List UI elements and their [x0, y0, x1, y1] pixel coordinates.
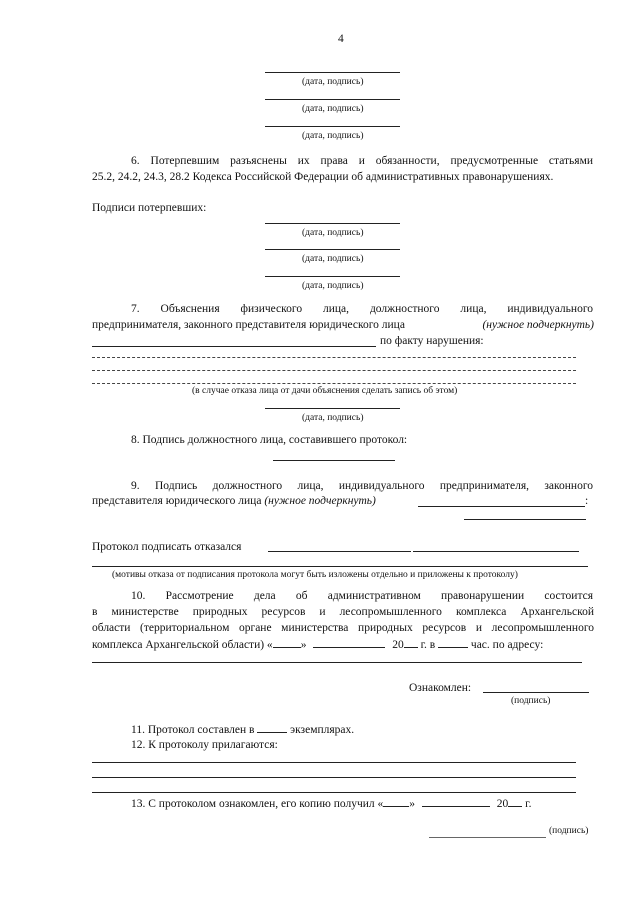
item10-line4-a: комплекса Архангельской области) «	[92, 639, 273, 651]
signature-caption: (дата, подпись)	[302, 131, 364, 141]
year-field[interactable]	[404, 637, 418, 648]
signature-line	[265, 408, 400, 409]
item12-text: 12. К протоколу прилагаются:	[131, 739, 278, 751]
attachments-line[interactable]	[92, 762, 576, 763]
signature-caption: (дата, подпись)	[302, 77, 364, 87]
item10-line4-e: час. по адресу:	[470, 639, 544, 651]
signature-caption: (дата, подпись)	[302, 413, 364, 423]
item13-text-a: 13. С протоколом ознакомлен, его копию получил «	[131, 798, 384, 810]
item13-text-b: »	[409, 798, 416, 810]
explanation-line[interactable]	[92, 357, 576, 358]
refusal-note-7: (в случае отказа лица от дачи объяснения сделать запись об этом)	[192, 386, 458, 396]
item11-text-b: экземплярах.	[290, 724, 355, 736]
refusal-field[interactable]	[413, 551, 579, 552]
final-caption: (подпись)	[549, 826, 589, 836]
item9-line2-text: представителя юридического лица	[92, 495, 262, 507]
item10-line4-b: »	[300, 639, 307, 651]
acknowledged-signature-line[interactable]	[483, 692, 589, 693]
signature-line	[265, 126, 400, 127]
receipt-year-field[interactable]	[508, 796, 522, 807]
item10-line3: области (территориальном органе министерства природных ресурсов и лесопромышленного	[92, 622, 594, 634]
item9-line1: 9. Подпись должностного лица, индивидуального предпринимателя, законного	[131, 480, 593, 492]
item11-text-a: 11. Протокол составлен в	[131, 724, 255, 736]
day-field[interactable]	[273, 637, 301, 648]
item8-text: 8. Подпись должностного лица, составившего протокол:	[131, 434, 408, 446]
explanation-field[interactable]	[358, 346, 376, 347]
receipt-month-field[interactable]	[422, 796, 490, 807]
item9-line2-italic: (нужное подчеркнуть)	[264, 495, 376, 507]
item10-line4-c: 20	[392, 639, 404, 651]
hour-field[interactable]	[438, 637, 468, 648]
victims-signatures-label: Подписи потерпевших:	[92, 202, 207, 214]
item7-line2-italic: (нужное подчеркнуть)	[482, 319, 594, 331]
explanation-line[interactable]	[92, 370, 576, 371]
page-number: 4	[338, 33, 344, 45]
attachments-line[interactable]	[92, 792, 576, 793]
item10-line2: в министерстве природных ресурсов и лесопромышленного комплекса Архангельской	[92, 606, 594, 618]
signature-caption: (дата, подпись)	[302, 281, 364, 291]
item10-line4-d: г. в	[420, 639, 436, 651]
item6-line2: 25.2, 24.2, 24.3, 28.2 Кодекса Российской Федерации об административных правонарушениях.	[92, 171, 554, 183]
refusal-field[interactable]	[268, 551, 411, 552]
item11-text	[131, 722, 354, 737]
signature-caption: (дата, подпись)	[302, 254, 364, 264]
signature-caption: (дата, подпись)	[302, 228, 364, 238]
item9-signature-line-2[interactable]	[464, 519, 586, 520]
item6-line1: 6. Потерпевшим разъяснены их права и обязанности, предусмотренные статьями	[131, 155, 593, 167]
explanation-line[interactable]	[92, 383, 576, 384]
item13-text-d: г.	[525, 798, 532, 810]
refusal-note: (мотивы отказа от подписания протокола могут быть изложены отдельно и приложены к протоколу)	[112, 570, 518, 580]
victim-signature-line	[265, 249, 400, 250]
acknowledged-label: Ознакомлен:	[409, 682, 472, 694]
signature-line	[265, 99, 400, 100]
colon: :	[585, 495, 589, 507]
acknowledged-caption: (подпись)	[511, 696, 551, 706]
item9-signature-line[interactable]	[418, 506, 585, 507]
address-line[interactable]	[92, 662, 582, 663]
signature-caption: (дата, подпись)	[302, 104, 364, 114]
attachments-line[interactable]	[92, 777, 576, 778]
refusal-reason-line[interactable]	[92, 566, 588, 567]
victim-signature-line	[265, 276, 400, 277]
official-signature-line[interactable]	[273, 460, 395, 461]
copies-field[interactable]	[257, 722, 287, 733]
item13-text	[131, 796, 531, 811]
signature-line	[265, 72, 400, 73]
receipt-day-field[interactable]	[383, 796, 409, 807]
explanation-field[interactable]	[92, 346, 372, 347]
item7-line2	[92, 318, 594, 332]
item7-line1: 7. Объяснения физического лица, должностного лица, индивидуального	[131, 303, 593, 315]
item7-line2-text: предпринимателя, законного представителя юридического лица	[92, 319, 405, 331]
refusal-label: Протокол подписать отказался	[92, 541, 242, 553]
victim-signature-line	[265, 223, 400, 224]
final-signature-line[interactable]	[429, 837, 546, 838]
item10-line1: 10. Рассмотрение дела об административном правонарушении состоится	[131, 590, 593, 602]
item10-line4	[92, 637, 543, 652]
item9-line2	[92, 494, 376, 508]
item7-line3-suffix: по факту нарушения:	[380, 335, 484, 347]
month-field[interactable]	[313, 637, 385, 648]
item13-text-c: 20	[496, 798, 509, 810]
